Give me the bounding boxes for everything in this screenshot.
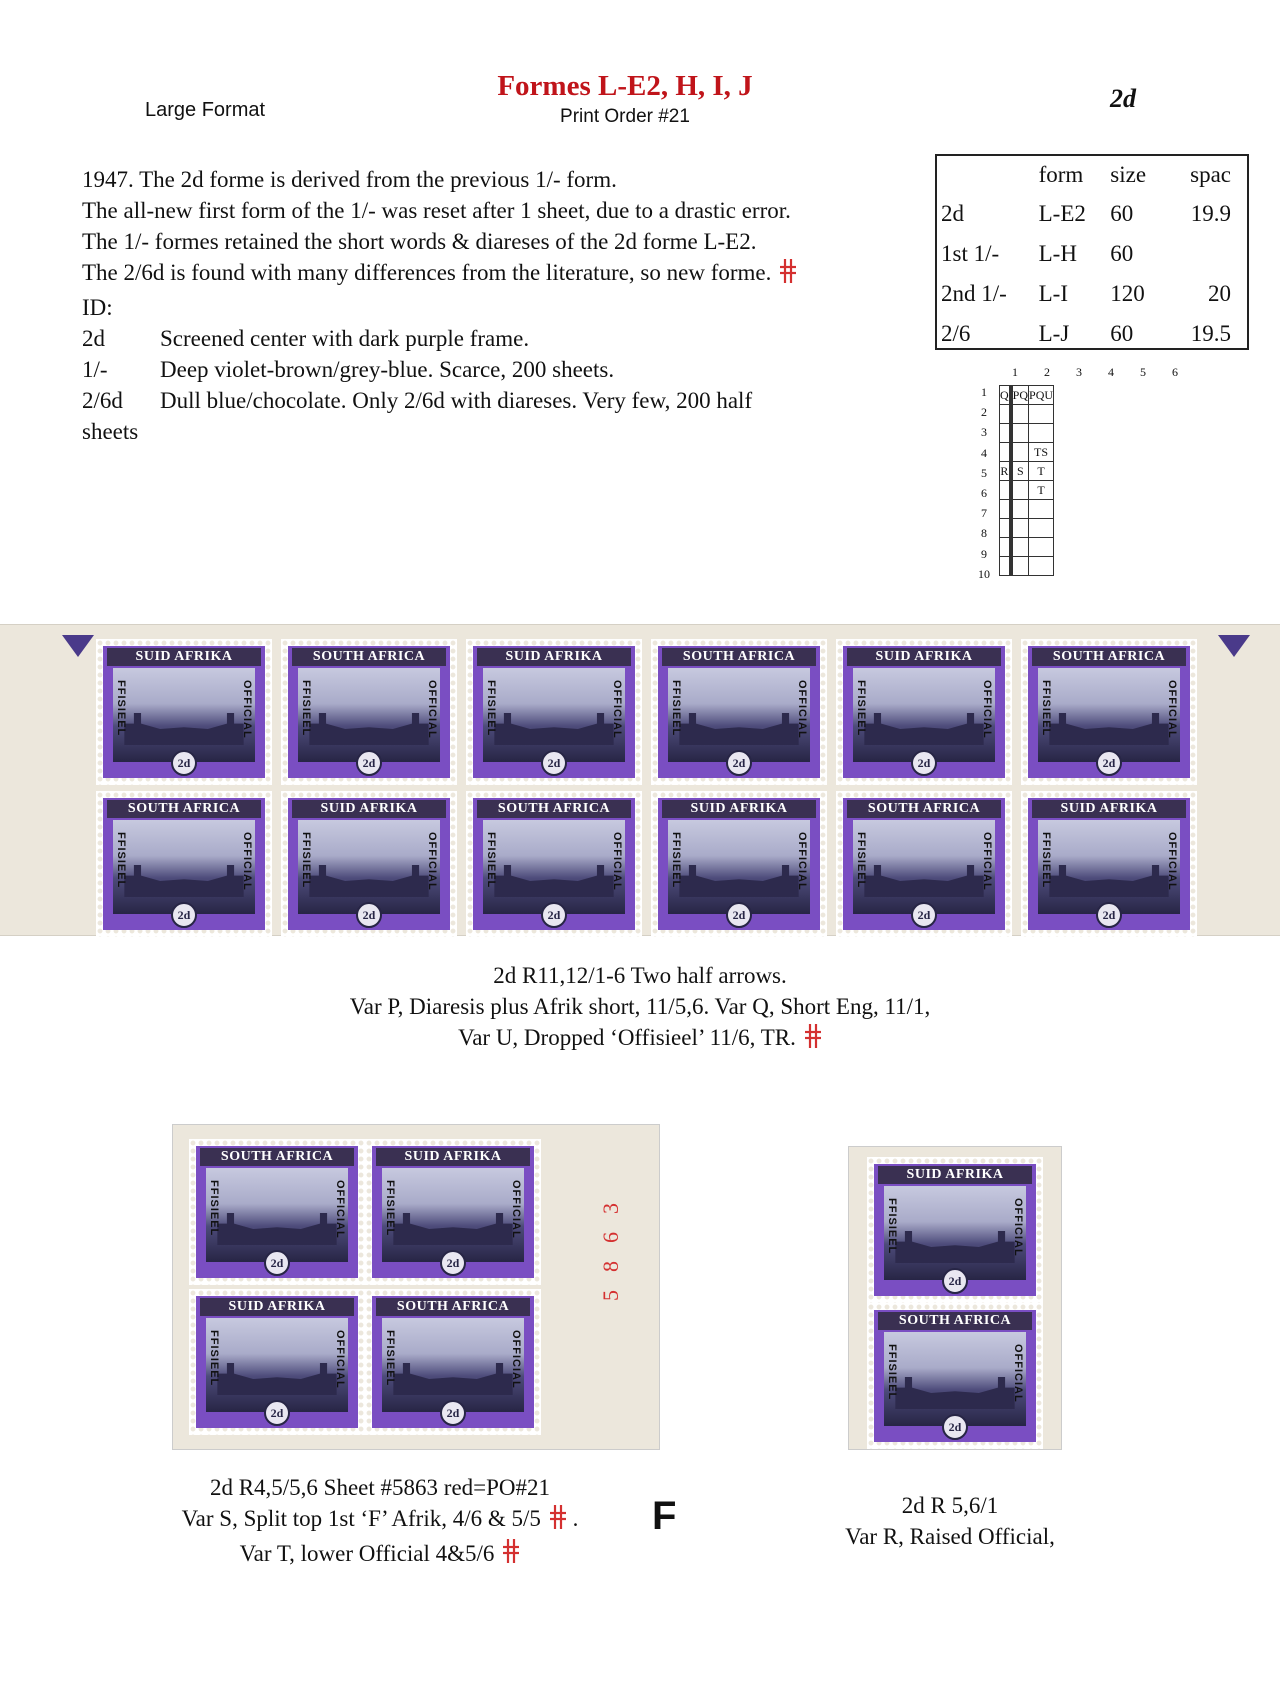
stamp <box>651 791 827 937</box>
grid-row <box>1000 538 1054 557</box>
grid-column-label: 3 <box>1076 365 1082 379</box>
stamp-value: 2d <box>356 750 382 776</box>
grid-row-label: 7 <box>981 506 987 521</box>
grid-row-label: 2 <box>981 405 987 420</box>
stamp-vignette <box>206 1318 348 1412</box>
overprint-right: OFFICIAL <box>796 680 808 739</box>
stamp-value: 2d <box>911 750 937 776</box>
stamp-value: 2d <box>264 1250 290 1276</box>
stamp-country-name: SOUTH AFRICA <box>878 1312 1032 1330</box>
overprint-left: FFISIEEL <box>670 832 682 889</box>
grid-cell <box>1000 405 1010 424</box>
grid-cell <box>1012 557 1028 576</box>
stamp-country-name: SOUTH AFRICA <box>107 800 261 818</box>
grid-row <box>1000 386 1054 405</box>
stamp-country-name: SUID AFRIKA <box>376 1148 530 1166</box>
grid-cell <box>1000 538 1010 557</box>
stamp <box>96 791 272 937</box>
stamp-vignette <box>382 1318 524 1412</box>
stamp-country-name: SOUTH AFRICA <box>477 800 631 818</box>
table-cell: 2/6 <box>941 321 971 346</box>
table-cell: 60 <box>1110 321 1134 346</box>
caption-line-text: Var U, Dropped ‘Offisieel’ 11/6, TR. <box>458 1025 796 1050</box>
caption-line-text: Var T, lower Official 4&5/6 <box>239 1540 495 1566</box>
union-buildings-image <box>679 861 798 897</box>
overprint-right: OFFICIAL <box>981 680 993 739</box>
id-row <box>82 354 902 385</box>
grid-cell <box>1000 443 1010 462</box>
overprint-left: FFISIEEL <box>208 1180 220 1237</box>
grid-row <box>1000 443 1054 462</box>
table-row <box>937 314 1247 354</box>
union-buildings-image <box>1049 861 1168 897</box>
grid-cell <box>1029 424 1054 443</box>
overprint-right: OFFICIAL <box>241 832 253 891</box>
grid-cell <box>1012 424 1028 443</box>
id-code: 1/- <box>82 356 108 382</box>
stamp <box>836 791 1012 937</box>
union-buildings-image <box>217 1209 336 1245</box>
intro-line: 1947. The 2d forme is derived from the previous 1/- form. <box>82 167 617 192</box>
stamp-value: 2d <box>1096 902 1122 928</box>
stamp-country-name: SUID AFRIKA <box>200 1298 354 1316</box>
stamp <box>281 791 457 937</box>
stamp-frame <box>196 1146 358 1278</box>
grid-row-label: 10 <box>978 566 990 581</box>
overprint-right: OFFICIAL <box>981 832 993 891</box>
intro-line-text: The 2/6d is found with many differences from the literature, so new forme. <box>82 260 772 285</box>
grid-cell <box>1012 405 1028 424</box>
id-row <box>82 323 902 354</box>
union-buildings-image <box>1049 709 1168 745</box>
strip-caption <box>0 960 1280 1057</box>
overprint-left: FFISIEEL <box>300 832 312 889</box>
grid-row <box>1000 557 1054 576</box>
stamp <box>365 1139 541 1285</box>
union-buildings-image <box>393 1209 512 1245</box>
grid-cell <box>1000 481 1010 500</box>
grid-column-label: 1 <box>1012 365 1018 379</box>
id-row <box>82 385 902 416</box>
table-header: form <box>1038 162 1084 187</box>
stamp <box>1021 639 1197 785</box>
stamp-vignette <box>668 668 810 762</box>
stamp-value: 2d <box>264 1400 290 1426</box>
red-cross-icon <box>549 1504 567 1538</box>
table-cell: 2d <box>941 201 964 226</box>
stamp-frame <box>658 646 820 778</box>
table-cell: 2nd 1/- <box>941 281 1007 306</box>
stamp-vignette <box>113 668 255 762</box>
grid-cell <box>1012 481 1028 500</box>
grid-row-label: 8 <box>981 526 987 541</box>
table-cell: L-J <box>1038 321 1070 346</box>
grid-table <box>999 385 1054 576</box>
stamp-value: 2d <box>440 1400 466 1426</box>
red-cross-icon <box>502 1538 520 1572</box>
stamp-value: 2d <box>356 902 382 928</box>
stamp-frame <box>372 1146 534 1278</box>
page-subtitle: Print Order #21 <box>560 106 690 127</box>
stamp-country-name: SOUTH AFRICA <box>376 1298 530 1316</box>
id-code: 2d <box>82 325 105 351</box>
table-cell: 60 <box>1110 201 1134 226</box>
overprint-left: FFISIEEL <box>886 1198 898 1255</box>
grid-row-label: 4 <box>981 445 987 460</box>
union-buildings-image <box>494 709 613 745</box>
grid-cell: TS <box>1029 443 1054 462</box>
union-buildings-image <box>309 709 428 745</box>
stamp-frame <box>103 646 265 778</box>
id-desc: Dull blue/chocolate. Only 2/6d with diareses. Very few, 200 half <box>160 387 753 413</box>
caption-line <box>120 1538 640 1573</box>
grid-cell: R <box>1000 462 1010 481</box>
grid-row <box>1000 405 1054 424</box>
stamp-frame <box>196 1296 358 1428</box>
stamp-value: 2d <box>1096 750 1122 776</box>
grid-cell <box>1000 519 1010 538</box>
stamp-value: 2d <box>942 1414 968 1440</box>
f-variety-mark: F <box>652 1494 677 1538</box>
stamp-country-name: SUID AFRIKA <box>878 1166 1032 1184</box>
grid-row <box>1000 424 1054 443</box>
stamp-value: 2d <box>726 750 752 776</box>
stamp <box>96 639 272 785</box>
stamp-vignette <box>483 820 625 914</box>
stamp-frame <box>843 798 1005 930</box>
overprint-right: OFFICIAL <box>1012 1198 1024 1257</box>
stamp-country-name: SUID AFRIKA <box>292 800 446 818</box>
stamp-country-name: SUID AFRIKA <box>1032 800 1186 818</box>
caption-line-text: Var S, Split top 1st ‘F’ Afrik, 4/6 & 5/5 <box>181 1506 541 1531</box>
intro-line: The all-new first form of the 1/- was reset after 1 sheet, due to a drastic error. <box>82 198 791 223</box>
grid-cell <box>1012 538 1028 557</box>
grid-cell <box>1000 424 1010 443</box>
overprint-left: FFISIEEL <box>115 680 127 737</box>
block-left-caption <box>120 1472 640 1572</box>
grid-row <box>1000 481 1054 500</box>
table-cell: 19.5 <box>1190 321 1231 346</box>
union-buildings-image <box>895 1227 1014 1263</box>
format-label: Large Format <box>145 99 266 121</box>
grid-column-label: 5 <box>1140 365 1146 379</box>
block-right-caption <box>800 1490 1100 1552</box>
grid-cell <box>1012 443 1028 462</box>
grid-cell: PQU <box>1029 386 1054 405</box>
union-buildings-image <box>864 861 983 897</box>
union-buildings-image <box>393 1359 512 1395</box>
overprint-right: OFFICIAL <box>334 1180 346 1239</box>
stamp <box>466 791 642 937</box>
stamp-frame <box>473 646 635 778</box>
grid-row-label: 9 <box>981 546 987 561</box>
table-cell: 19.9 <box>1190 201 1231 226</box>
stamp-vignette <box>206 1168 348 1262</box>
stamp <box>189 1289 365 1435</box>
formes-table <box>935 154 1249 350</box>
stamp <box>867 1303 1043 1449</box>
stamp <box>281 639 457 785</box>
grid-cell <box>1000 557 1010 576</box>
stamp <box>365 1289 541 1435</box>
stamp-frame <box>288 646 450 778</box>
grid-cell: S <box>1012 462 1028 481</box>
overprint-right: OFFICIAL <box>1012 1344 1024 1403</box>
table-cell: L-H <box>1038 241 1077 266</box>
table-row <box>937 194 1247 234</box>
overprint-right: OFFICIAL <box>426 680 438 739</box>
grid-cell: T <box>1029 481 1054 500</box>
intro-line: The 1/- formes retained the short words & diareses of the 2d forme L-E2. <box>82 229 757 254</box>
table-header: size <box>1110 162 1147 187</box>
stamp-vignette <box>298 668 440 762</box>
overprint-right: OFFICIAL <box>334 1330 346 1389</box>
table-cell: L-I <box>1038 281 1068 306</box>
overprint-left: FFISIEEL <box>1040 832 1052 889</box>
overprint-right: OFFICIAL <box>611 832 623 891</box>
overprint-right: OFFICIAL <box>796 832 808 891</box>
stamp-vignette <box>853 820 995 914</box>
union-buildings-image <box>309 861 428 897</box>
stamp <box>1021 791 1197 937</box>
table-header <box>937 156 1035 194</box>
overprint-left: FFISIEEL <box>886 1344 898 1401</box>
stamp-value: 2d <box>541 750 567 776</box>
stamp-strip-r11-12 <box>0 624 1280 936</box>
intro-line <box>82 257 902 292</box>
grid-cell <box>1029 405 1054 424</box>
half-arrow-right-icon <box>1218 635 1250 657</box>
red-cross-icon <box>779 258 797 292</box>
stamp-vignette <box>298 820 440 914</box>
stamp-pair-r5-6 <box>848 1146 1062 1450</box>
stamp-frame <box>372 1296 534 1428</box>
overprint-right: OFFICIAL <box>510 1330 522 1389</box>
stamp-value: 2d <box>171 750 197 776</box>
caption-line: 2d R 5,6/1 <box>901 1493 999 1518</box>
union-buildings-image <box>895 1373 1014 1409</box>
overprint-right: OFFICIAL <box>241 680 253 739</box>
stamp <box>651 639 827 785</box>
table-cell: L-E2 <box>1038 201 1086 226</box>
table-cell: 120 <box>1110 281 1145 306</box>
stamp-country-name: SUID AFRIKA <box>107 648 261 666</box>
table-cell: 1st 1/- <box>941 241 1000 266</box>
stamp-frame <box>473 798 635 930</box>
overprint-left: FFISIEEL <box>1040 680 1052 737</box>
stamp-vignette <box>483 668 625 762</box>
stamp-frame <box>1028 646 1190 778</box>
id-code: 2/6d <box>82 387 123 413</box>
stamp-frame <box>103 798 265 930</box>
stamp-country-name: SUID AFRIKA <box>662 800 816 818</box>
id-desc: Deep violet-brown/grey-blue. Scarce, 200 sheets. <box>160 356 615 382</box>
overprint-left: FFISIEEL <box>485 680 497 737</box>
overprint-left: FFISIEEL <box>670 680 682 737</box>
grid-cell <box>1012 500 1028 519</box>
stamp-value: 2d <box>942 1268 968 1294</box>
grid-cell: PQ <box>1012 386 1028 405</box>
overprint-right: OFFICIAL <box>611 680 623 739</box>
grid-cell <box>1029 500 1054 519</box>
overprint-right: OFFICIAL <box>1166 832 1178 891</box>
denomination-label: 2d <box>1110 84 1136 113</box>
grid-row-label: 1 <box>981 385 987 399</box>
grid-cell: Q <box>1000 386 1010 405</box>
stamp-vignette <box>113 820 255 914</box>
grid-row <box>1000 500 1054 519</box>
caption-line <box>0 1022 1280 1057</box>
overprint-right: OFFICIAL <box>426 832 438 891</box>
stamp-vignette <box>668 820 810 914</box>
union-buildings-image <box>494 861 613 897</box>
overprint-right: OFFICIAL <box>510 1180 522 1239</box>
union-buildings-image <box>679 709 798 745</box>
overprint-left: FFISIEEL <box>384 1180 396 1237</box>
grid-cell <box>1029 519 1054 538</box>
grid-cell <box>1012 519 1028 538</box>
union-buildings-image <box>124 861 243 897</box>
grid-row <box>1000 462 1054 481</box>
stamp <box>836 639 1012 785</box>
stamp-country-name: SOUTH AFRICA <box>292 648 446 666</box>
stamp-vignette <box>884 1332 1026 1426</box>
grid-cell <box>1029 557 1054 576</box>
stamp-frame <box>874 1164 1036 1296</box>
grid-cell: T <box>1029 462 1054 481</box>
table-cell <box>1162 234 1247 274</box>
half-arrow-left-icon <box>62 635 94 657</box>
stamp <box>867 1157 1043 1303</box>
caption-line: Var P, Diaresis plus Afrik short, 11/5,6. Var Q, Short Eng, 11/1, <box>349 994 931 1019</box>
red-cross-icon <box>804 1023 822 1057</box>
union-buildings-image <box>864 709 983 745</box>
caption-line: Var S, Split top 1st ‘F’ Afrik, 4/6 & 5/5 . <box>120 1503 640 1538</box>
table-cell: 20 <box>1208 281 1231 306</box>
grid-row-label: 6 <box>981 486 987 500</box>
grid-row-label: 3 <box>981 425 987 440</box>
table-header: spac <box>1190 162 1231 187</box>
stamp-country-name: SOUTH AFRICA <box>662 648 816 666</box>
stamp-vignette <box>884 1186 1026 1280</box>
stamp-country-name: SOUTH AFRICA <box>1032 648 1186 666</box>
overprint-left: FFISIEEL <box>115 832 127 889</box>
grid-column-label: 2 <box>1044 365 1050 379</box>
page-title: Formes L-E2, H, I, J <box>497 70 753 102</box>
stamp-value: 2d <box>726 902 752 928</box>
grid-row-label: 5 <box>981 465 987 480</box>
grid-column-label: 4 <box>1108 365 1114 379</box>
stamp-country-name: SOUTH AFRICA <box>200 1148 354 1166</box>
stamp-vignette <box>853 668 995 762</box>
intro-text <box>82 164 902 447</box>
grid-cell <box>1000 500 1010 519</box>
stamp-value: 2d <box>440 1250 466 1276</box>
table-cell: 60 <box>1110 241 1134 266</box>
id-label: ID: <box>82 294 113 320</box>
stamp-value: 2d <box>171 902 197 928</box>
stamp-value: 2d <box>541 902 567 928</box>
stamp-frame <box>1028 798 1190 930</box>
grid-cell <box>1029 538 1054 557</box>
overprint-left: FFISIEEL <box>384 1330 396 1387</box>
stamp-block-r4-5 <box>172 1124 660 1450</box>
overprint-left: FFISIEEL <box>855 680 867 737</box>
overprint-left: FFISIEEL <box>208 1330 220 1387</box>
overprint-left: FFISIEEL <box>300 680 312 737</box>
stamp <box>189 1139 365 1285</box>
table-row <box>937 234 1247 274</box>
stamp-vignette <box>382 1168 524 1262</box>
id-desc: Screened center with dark purple frame. <box>160 325 530 351</box>
stamp-frame <box>874 1310 1036 1442</box>
stamp <box>466 639 642 785</box>
stamp-frame <box>843 646 1005 778</box>
stamp-frame <box>658 798 820 930</box>
caption-line: 2d R4,5/5,6 Sheet #5863 red=PO#21 <box>209 1475 551 1500</box>
stamp-vignette <box>1038 820 1180 914</box>
stamp-country-name: SUID AFRIKA <box>477 648 631 666</box>
table-row <box>937 274 1247 314</box>
stamp-frame <box>288 798 450 930</box>
stamp-vignette <box>1038 668 1180 762</box>
id-tail: sheets <box>82 418 139 444</box>
overprint-left: FFISIEEL <box>485 832 497 889</box>
overprint-left: FFISIEEL <box>855 832 867 889</box>
grid-column-label: 6 <box>1172 365 1178 379</box>
stamp-country-name: SUID AFRIKA <box>847 648 1001 666</box>
stamp-country-name: SOUTH AFRICA <box>847 800 1001 818</box>
union-buildings-image <box>217 1359 336 1395</box>
stamp-value: 2d <box>911 902 937 928</box>
union-buildings-image <box>124 709 243 745</box>
overprint-right: OFFICIAL <box>1166 680 1178 739</box>
grid-row <box>1000 519 1054 538</box>
caption-line: 2d R11,12/1-6 Two half arrows. <box>493 963 787 988</box>
caption-line: Var R, Raised Official, <box>845 1524 1055 1549</box>
sheet-number: 5863 <box>598 1185 623 1301</box>
